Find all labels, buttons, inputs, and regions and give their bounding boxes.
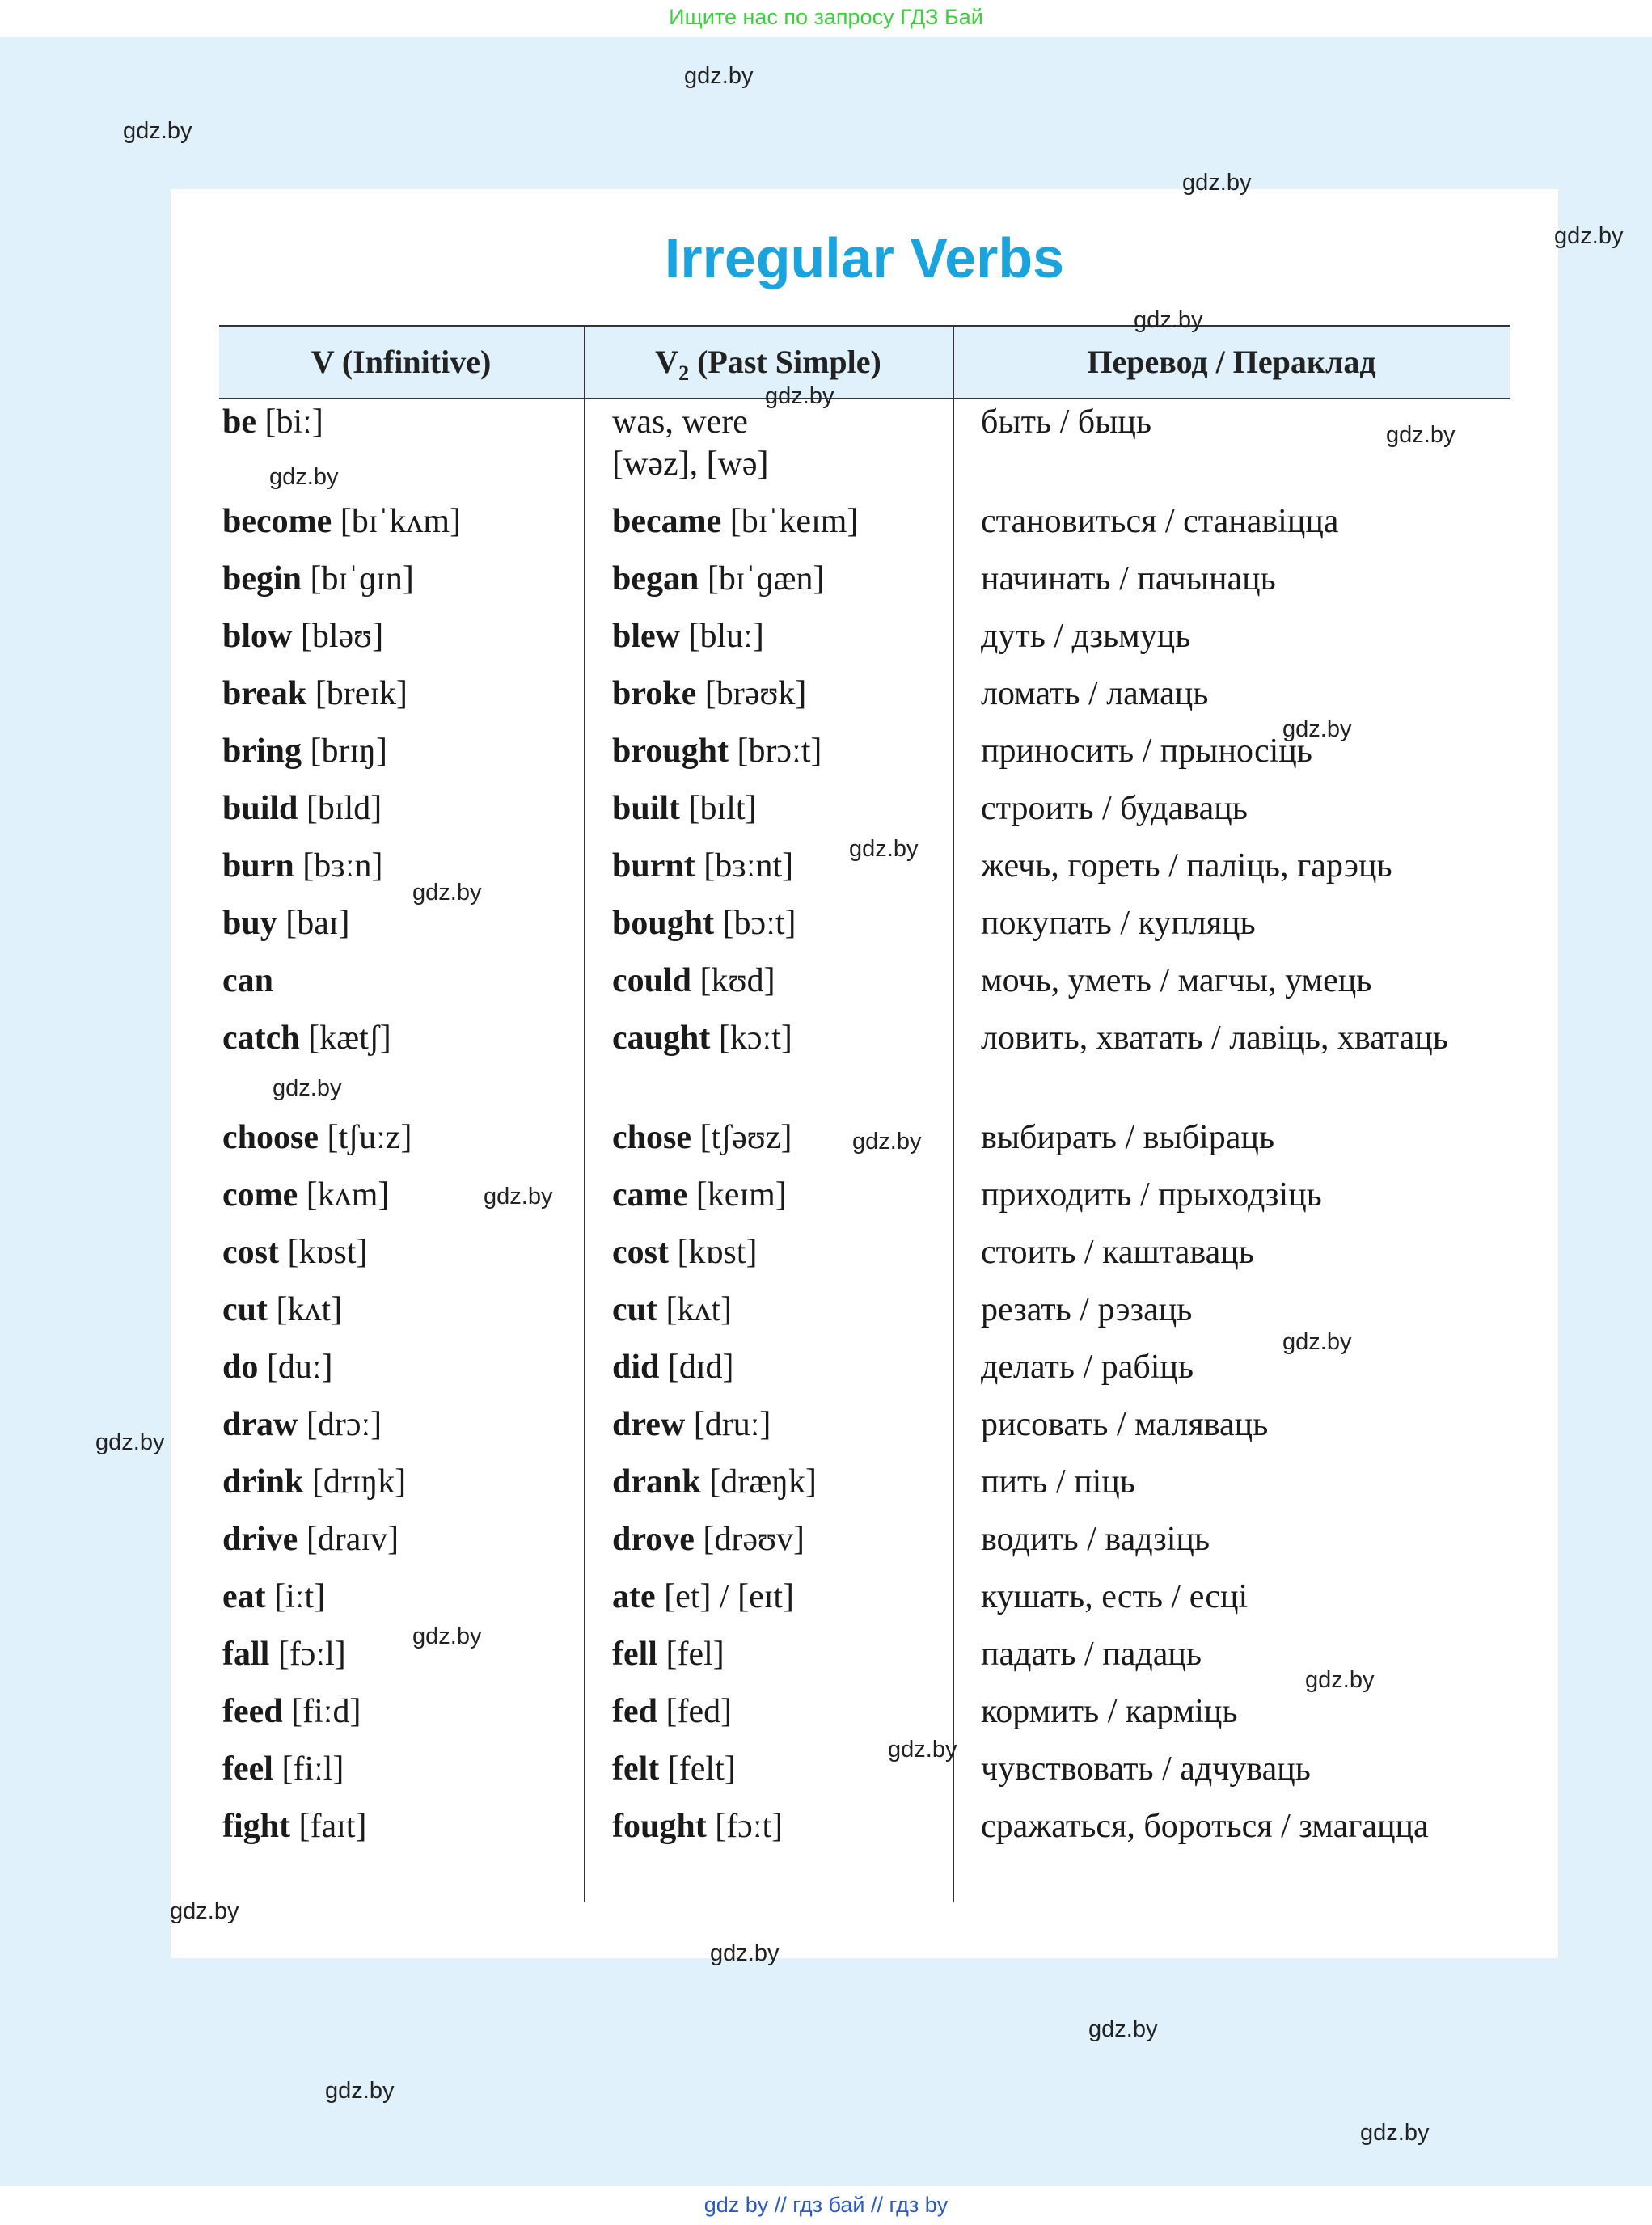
past-simple-cell: [612, 902, 968, 944]
watermark: gdz.by: [684, 63, 754, 89]
infinitive-verb: break: [222, 675, 307, 712]
translation-cell: [981, 1404, 1539, 1446]
infinitive-verb: drive: [222, 1521, 298, 1558]
watermark: gdz.by: [123, 118, 192, 144]
infinitive-cell: [222, 615, 578, 657]
past-simple-transcription: [kɔːt]: [710, 1020, 792, 1057]
infinitive-verb: drink: [222, 1463, 304, 1501]
infinitive-cell: [222, 1691, 578, 1733]
watermark: gdz.by: [852, 1129, 922, 1155]
past-simple-verb: bought: [612, 905, 715, 942]
watermark: gdz.by: [849, 836, 919, 862]
past-simple-transcription: [bɔːt]: [714, 905, 796, 942]
watermark: gdz.by: [888, 1737, 957, 1763]
infinitive-transcription: [faɪt]: [290, 1808, 367, 1845]
infinitive-verb: catch: [222, 1020, 300, 1057]
past-simple-transcription: [keɪm]: [687, 1176, 787, 1214]
past-simple-cell: [612, 787, 968, 830]
translation-text: рисовать / маляваць: [981, 1406, 1269, 1443]
past-simple-verb: was, were: [612, 403, 748, 441]
page-title: Irregular Verbs: [664, 226, 1065, 289]
past-simple-verb: built: [612, 790, 681, 827]
watermark: gdz.by: [325, 2078, 395, 2104]
infinitive-transcription: [tʃuːz]: [319, 1119, 412, 1156]
infinitive-verb: build: [222, 790, 298, 827]
infinitive-cell: [222, 673, 578, 715]
infinitive-cell: [222, 1748, 578, 1790]
header-translation: Перевод / Пераклад: [1087, 344, 1376, 380]
infinitive-cell: [222, 902, 578, 944]
past-simple-cell: [612, 1017, 968, 1059]
infinitive-transcription: [iːt]: [265, 1578, 326, 1615]
watermark: gdz.by: [1386, 422, 1456, 448]
translation-cell: [981, 673, 1539, 715]
past-simple-verb: felt: [612, 1750, 660, 1788]
past-simple-transcription: [kʌt]: [657, 1291, 733, 1328]
translation-text: приносить / прыносіць: [981, 733, 1312, 770]
past-simple-cell: [612, 615, 968, 657]
header-past-label: (Past Simple): [689, 344, 881, 380]
watermark: gdz.by: [1088, 2016, 1158, 2042]
translation-cell: [981, 558, 1539, 600]
translation-text: чувствовать / адчуваць: [981, 1750, 1311, 1788]
infinitive-verb: fight: [222, 1808, 290, 1845]
infinitive-verb: choose: [222, 1119, 319, 1156]
past-simple-verb: drove: [612, 1521, 695, 1558]
past-simple-cell: [612, 960, 968, 1002]
infinitive-transcription: [bɜːn]: [294, 847, 383, 885]
infinitive-verb: burn: [222, 847, 294, 885]
past-simple-transcription: [dɪd]: [659, 1349, 734, 1386]
past-simple-cell: [612, 1404, 968, 1446]
watermark: gdz.by: [1282, 716, 1352, 742]
translation-cell: [981, 1691, 1539, 1733]
past-simple-transcription: [bɪˈɡæn]: [699, 560, 825, 597]
translation-text: ловить, хватать / лавіць, хватаць: [981, 1020, 1448, 1057]
past-simple-cell: [612, 1691, 968, 1733]
past-simple-cell: [612, 730, 968, 772]
past-simple-transcription: [bɜːnt]: [695, 847, 794, 885]
past-simple-transcription: [bɪˈkeɪm]: [721, 503, 859, 540]
infinitive-verb: begin: [222, 560, 302, 597]
translation-text: строить / будаваць: [981, 790, 1248, 827]
translation-cell: [981, 1576, 1539, 1618]
header-past-sub: 2: [678, 361, 690, 385]
translation-text: стоить / каштаваць: [981, 1234, 1254, 1271]
past-simple-transcription: [dræŋk]: [700, 1463, 817, 1501]
translation-text: быть / быць: [981, 403, 1151, 441]
watermark: gdz.by: [710, 1940, 780, 1966]
translation-cell: [981, 845, 1539, 887]
translation-cell: [981, 1231, 1539, 1273]
past-simple-verb: caught: [612, 1020, 711, 1057]
translation-text: кормить / карміць: [981, 1693, 1238, 1730]
infinitive-cell: [222, 960, 578, 1002]
translation-text: делать / рабіць: [981, 1349, 1194, 1386]
past-simple-cell: [612, 401, 968, 485]
infinitive-transcription: [drɪŋk]: [303, 1463, 407, 1501]
watermark: gdz.by: [765, 383, 834, 409]
past-simple-cell: [612, 1805, 968, 1847]
translation-cell: [981, 1174, 1539, 1216]
past-simple-verb: fed: [612, 1693, 657, 1730]
infinitive-transcription: [kʌt]: [268, 1291, 343, 1328]
footer-links: gdz by // гдз бай // гдз by: [0, 2186, 1652, 2225]
header-past-v: V: [655, 344, 679, 380]
past-simple-cell: [612, 1576, 968, 1618]
infinitive-cell: [222, 500, 578, 543]
past-simple-cell: [612, 500, 968, 543]
translation-text: становиться / станавіцца: [981, 503, 1339, 540]
past-simple-verb: brought: [612, 733, 729, 770]
past-simple-transcription: [kɒst]: [668, 1234, 758, 1271]
translation-text: падать / падаць: [981, 1636, 1202, 1673]
infinitive-cell: [222, 558, 578, 600]
infinitive-verb: fall: [222, 1636, 270, 1673]
translation-text: приходить / прыходзіць: [981, 1176, 1322, 1214]
translation-cell: [981, 787, 1539, 830]
past-simple-transcription: [brəʊk]: [696, 675, 807, 712]
past-simple-transcription: [felt]: [659, 1750, 736, 1788]
past-simple-transcription: [fel]: [657, 1636, 725, 1673]
infinitive-verb: feed: [222, 1693, 283, 1730]
past-simple-verb: began: [612, 560, 699, 597]
past-simple-verb: could: [612, 962, 692, 999]
infinitive-cell: [222, 1117, 578, 1159]
translation-cell: [981, 1117, 1539, 1159]
translation-text: пить / піць: [981, 1463, 1135, 1501]
infinitive-transcription: [kɒst]: [278, 1234, 368, 1271]
watermark: gdz.by: [273, 1075, 342, 1101]
translation-cell: [981, 1518, 1539, 1560]
watermark: gdz.by: [1554, 223, 1624, 249]
infinitive-verb: come: [222, 1176, 298, 1214]
infinitive-verb: buy: [222, 905, 277, 942]
watermark: gdz.by: [412, 880, 482, 906]
translation-text: резать / рэзаць: [981, 1291, 1193, 1328]
watermark: gdz.by: [1282, 1329, 1352, 1355]
infinitive-transcription: [fɔːl]: [269, 1636, 346, 1673]
infinitive-transcription: [breɪk]: [306, 675, 408, 712]
infinitive-cell: [222, 1289, 578, 1331]
past-simple-verb: fell: [612, 1636, 657, 1673]
watermark: gdz.by: [95, 1429, 165, 1455]
translation-text: сражаться, бороться / змагацца: [981, 1808, 1429, 1845]
past-simple-transcription: [kʊd]: [691, 962, 775, 999]
past-simple-verb: did: [612, 1349, 660, 1386]
translation-text: жечь, гореть / паліць, гарэць: [981, 847, 1392, 885]
infinitive-transcription: [baɪ]: [277, 905, 350, 942]
infinitive-transcription: [bɪˈɡɪn]: [302, 560, 414, 597]
infinitive-cell: [222, 1805, 578, 1847]
translation-cell: [981, 1633, 1539, 1675]
past-simple-cell: [612, 1289, 968, 1331]
past-simple-verb: cut: [612, 1291, 657, 1328]
infinitive-transcription: [bɪld]: [298, 790, 382, 827]
infinitive-verb: can: [222, 962, 273, 999]
infinitive-cell: [222, 401, 578, 443]
infinitive-transcription: [bləʊ]: [292, 618, 384, 655]
infinitive-verb: cut: [222, 1291, 268, 1328]
translation-cell: [981, 730, 1539, 772]
translation-cell: [981, 960, 1539, 1002]
past-simple-transcription: [brɔːt]: [728, 733, 822, 770]
infinitive-cell: [222, 787, 578, 830]
infinitive-verb: blow: [222, 618, 293, 655]
past-simple-verb: became: [612, 503, 722, 540]
infinitive-cell: [222, 1231, 578, 1273]
watermark: gdz.by: [269, 464, 339, 490]
watermark: gdz.by: [1360, 2120, 1430, 2146]
translation-cell: [981, 1461, 1539, 1503]
past-simple-verb: chose: [612, 1119, 691, 1156]
past-simple-cell: [612, 1231, 968, 1273]
infinitive-cell: [222, 1017, 578, 1059]
past-simple-cell: [612, 1461, 968, 1503]
past-simple-transcription: [bluː]: [680, 618, 764, 655]
translation-cell: [981, 1805, 1539, 1847]
infinitive-verb: feel: [222, 1750, 273, 1788]
past-simple-verb: burnt: [612, 847, 695, 885]
translation-text: кушать, есть / есці: [981, 1578, 1249, 1615]
past-simple-transcription: [et] / [eɪt]: [655, 1578, 795, 1615]
watermark: gdz.by: [1305, 1667, 1375, 1693]
infinitive-verb: draw: [222, 1406, 298, 1443]
infinitive-transcription: [duː]: [258, 1349, 333, 1386]
past-simple-verb: blew: [612, 618, 680, 655]
translation-cell: [981, 401, 1539, 443]
past-simple-verb: ate: [612, 1578, 656, 1615]
infinitive-cell: [222, 845, 578, 887]
past-simple-transcription: [druː]: [685, 1406, 771, 1443]
translation-text: выбирать / выбіраць: [981, 1119, 1274, 1156]
watermark: gdz.by: [484, 1184, 553, 1210]
past-simple-verb: drew: [612, 1406, 686, 1443]
translation-text: ломать / ламаць: [981, 675, 1209, 712]
infinitive-verb: bring: [222, 733, 302, 770]
infinitive-transcription: [brɪŋ]: [302, 733, 387, 770]
infinitive-cell: [222, 1461, 578, 1503]
past-simple-cell: [612, 558, 968, 600]
past-simple-transcription: [wəz], [wə]: [612, 445, 769, 483]
translation-text: начинать / пачынаць: [981, 560, 1276, 597]
translation-cell: [981, 1346, 1539, 1388]
infinitive-cell: [222, 1346, 578, 1388]
past-simple-verb: drank: [612, 1463, 701, 1501]
watermark: gdz.by: [1182, 170, 1252, 196]
infinitive-verb: cost: [222, 1234, 279, 1271]
header-infinitive: V (Infinitive): [311, 344, 492, 380]
translation-cell: [981, 500, 1539, 543]
infinitive-cell: [222, 730, 578, 772]
watermark: gdz.by: [170, 1898, 239, 1924]
past-simple-cell: [612, 673, 968, 715]
column-divider-1: [584, 325, 585, 1902]
past-simple-verb: broke: [612, 675, 697, 712]
translation-cell: [981, 1748, 1539, 1790]
infinitive-transcription: [biː]: [256, 403, 323, 441]
infinitive-verb: eat: [222, 1578, 266, 1615]
translation-text: покупать / купляць: [981, 905, 1256, 942]
infinitive-transcription: [kʌm]: [298, 1176, 390, 1214]
infinitive-transcription: [kætʃ]: [299, 1020, 391, 1057]
translation-cell: [981, 1017, 1539, 1059]
infinitive-transcription: [fiːd]: [282, 1693, 361, 1730]
past-simple-verb: came: [612, 1176, 688, 1214]
watermark: gdz.by: [412, 1623, 482, 1649]
translation-text: мочь, уметь / магчы, умець: [981, 962, 1372, 999]
past-simple-cell: [612, 1633, 968, 1675]
infinitive-cell: [222, 1404, 578, 1446]
translation-cell: [981, 902, 1539, 944]
watermark: gdz.by: [1134, 307, 1203, 333]
infinitive-transcription: [bɪˈkʌm]: [332, 503, 462, 540]
past-simple-transcription: [bɪlt]: [680, 790, 757, 827]
past-simple-cell: [612, 1346, 968, 1388]
past-simple-transcription: [fɔːt]: [706, 1808, 784, 1845]
past-simple-cell: [612, 1174, 968, 1216]
infinitive-cell: [222, 1633, 578, 1675]
translation-text: дуть / дзьмуць: [981, 618, 1191, 655]
table-header: [219, 325, 1510, 399]
infinitive-transcription: [draɪv]: [298, 1521, 399, 1558]
infinitive-verb: become: [222, 503, 332, 540]
infinitive-transcription: [drɔː]: [298, 1406, 382, 1443]
past-simple-verb: fought: [612, 1808, 707, 1845]
infinitive-cell: [222, 1576, 578, 1618]
translation-cell: [981, 1289, 1539, 1331]
infinitive-verb: be: [222, 403, 256, 441]
past-simple-verb: cost: [612, 1234, 669, 1271]
translation-cell: [981, 615, 1539, 657]
translation-text: водить / вадзіць: [981, 1521, 1210, 1558]
infinitive-verb: do: [222, 1349, 259, 1386]
past-simple-transcription: [fed]: [657, 1693, 733, 1730]
infinitive-cell: [222, 1518, 578, 1560]
top-banner: Ищите нас по запросу ГДЗ Бай: [0, 0, 1652, 37]
past-simple-cell: [612, 1518, 968, 1560]
past-simple-transcription: [drəʊv]: [694, 1521, 805, 1558]
infinitive-transcription: [fiːl]: [273, 1750, 344, 1788]
past-simple-transcription: [tʃəʊz]: [691, 1119, 792, 1156]
